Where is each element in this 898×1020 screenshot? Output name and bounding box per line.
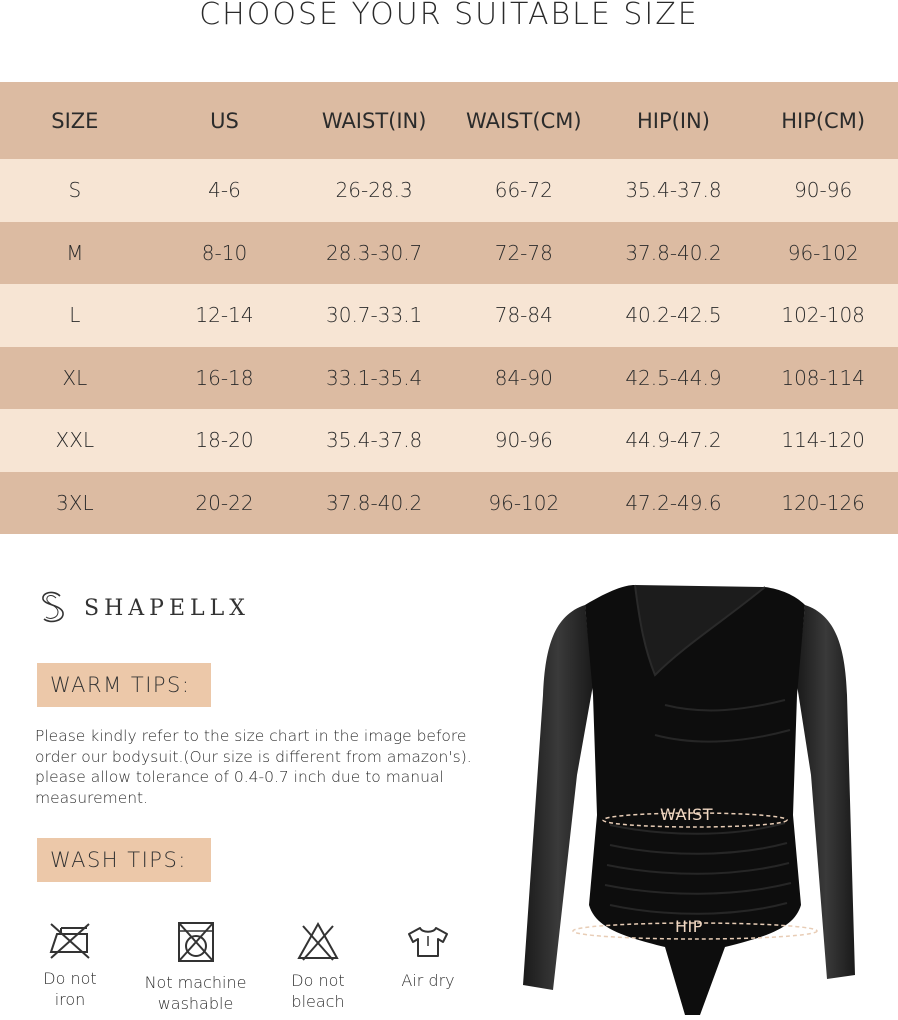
do-not-iron-icon — [47, 920, 93, 960]
caption-line: Air dry — [401, 971, 455, 990]
table-cell: XXL — [0, 409, 150, 472]
table-cell: 84-90 — [449, 347, 599, 410]
waist-label: WAIST — [660, 805, 714, 824]
column-header-hip-in: HIP(IN) — [599, 82, 749, 159]
table-cell: 18-20 — [150, 409, 300, 472]
brand-name: SHAPELLX — [84, 595, 250, 621]
table-cell: 78-84 — [449, 284, 599, 347]
table-cell: M — [0, 222, 150, 285]
column-header-waist-cm: WAIST(CM) — [449, 82, 599, 159]
air-dry-icon — [405, 920, 451, 962]
column-header-hip-cm: HIP(CM) — [748, 82, 898, 159]
table-cell: 42.5-44.9 — [599, 347, 749, 410]
table-cell: 44.9-47.2 — [599, 409, 749, 472]
brand-logo-icon — [36, 590, 70, 626]
caption-line: bleach — [291, 992, 345, 1011]
table-cell: 40.2-42.5 — [599, 284, 749, 347]
wash-item-do-not-iron — [30, 920, 110, 1010]
wash-icons — [30, 920, 470, 1020]
table-cell: XL — [0, 347, 150, 410]
table-header-row — [0, 82, 898, 159]
table-row — [0, 284, 898, 347]
table-cell: 72-78 — [449, 222, 599, 285]
column-header-waist-in: WAIST(IN) — [299, 82, 449, 159]
table-cell: 3XL — [0, 472, 150, 535]
table-cell: 90-96 — [748, 159, 898, 222]
wash-item-do-not-bleach — [278, 920, 358, 1012]
column-header-us: US — [150, 82, 300, 159]
table-cell: 28.3-30.7 — [299, 222, 449, 285]
wash-caption — [30, 968, 110, 1010]
do-not-bleach-icon — [295, 920, 341, 962]
table-cell: 90-96 — [449, 409, 599, 472]
table-cell: 12-14 — [150, 284, 300, 347]
size-chart-table — [0, 82, 898, 534]
wash-caption — [278, 970, 358, 1012]
table-cell: 16-18 — [150, 347, 300, 410]
table-cell: 102-108 — [748, 284, 898, 347]
table-cell: 37.8-40.2 — [599, 222, 749, 285]
wash-tips-label: WASH TIPS: — [37, 838, 211, 882]
page-title: CHOOSE YOUR SUITABLE SIZE — [199, 0, 699, 32]
product-image — [515, 575, 875, 1020]
wash-item-not-machine-washable — [138, 920, 253, 1014]
bodysuit-illustration — [515, 575, 875, 1020]
caption-line: Do not — [291, 971, 345, 990]
table-row — [0, 222, 898, 285]
table-cell: 37.8-40.2 — [299, 472, 449, 535]
table-cell: 120-126 — [748, 472, 898, 535]
table-cell: L — [0, 284, 150, 347]
wash-caption — [138, 972, 253, 1014]
table-cell: S — [0, 159, 150, 222]
table-row — [0, 409, 898, 472]
not-machine-washable-icon — [176, 920, 216, 964]
caption-line: Not machine — [144, 973, 247, 992]
wash-caption — [388, 970, 468, 991]
table-cell: 4-6 — [150, 159, 300, 222]
brand — [36, 590, 250, 626]
table-cell: 96-102 — [449, 472, 599, 535]
caption-line: Do not — [43, 969, 97, 988]
table-cell: 66-72 — [449, 159, 599, 222]
column-header-size: SIZE — [0, 82, 150, 159]
table-cell: 26-28.3 — [299, 159, 449, 222]
caption-line: iron — [54, 990, 86, 1009]
wash-item-air-dry — [388, 920, 468, 991]
warm-tips-label: WARM TIPS: — [37, 663, 211, 707]
table-cell: 96-102 — [748, 222, 898, 285]
table-cell: 33.1-35.4 — [299, 347, 449, 410]
table-row — [0, 347, 898, 410]
hip-label: HIP — [675, 917, 703, 936]
table-row — [0, 159, 898, 222]
table-cell: 47.2-49.6 — [599, 472, 749, 535]
table-cell: 35.4-37.8 — [599, 159, 749, 222]
table-cell: 20-22 — [150, 472, 300, 535]
warm-tips-text: Please kindly refer to the size chart in the image before order our bodysuit.(Our size is different from amazon's). please allow tolerance of 0.4-0.7 inch due to manual measurement. — [35, 727, 472, 807]
caption-line: washable — [157, 994, 234, 1013]
table-cell: 8-10 — [150, 222, 300, 285]
table-cell: 108-114 — [748, 347, 898, 410]
table-cell: 35.4-37.8 — [299, 409, 449, 472]
table-cell: 30.7-33.1 — [299, 284, 449, 347]
table-cell: 114-120 — [748, 409, 898, 472]
table-row — [0, 472, 898, 535]
